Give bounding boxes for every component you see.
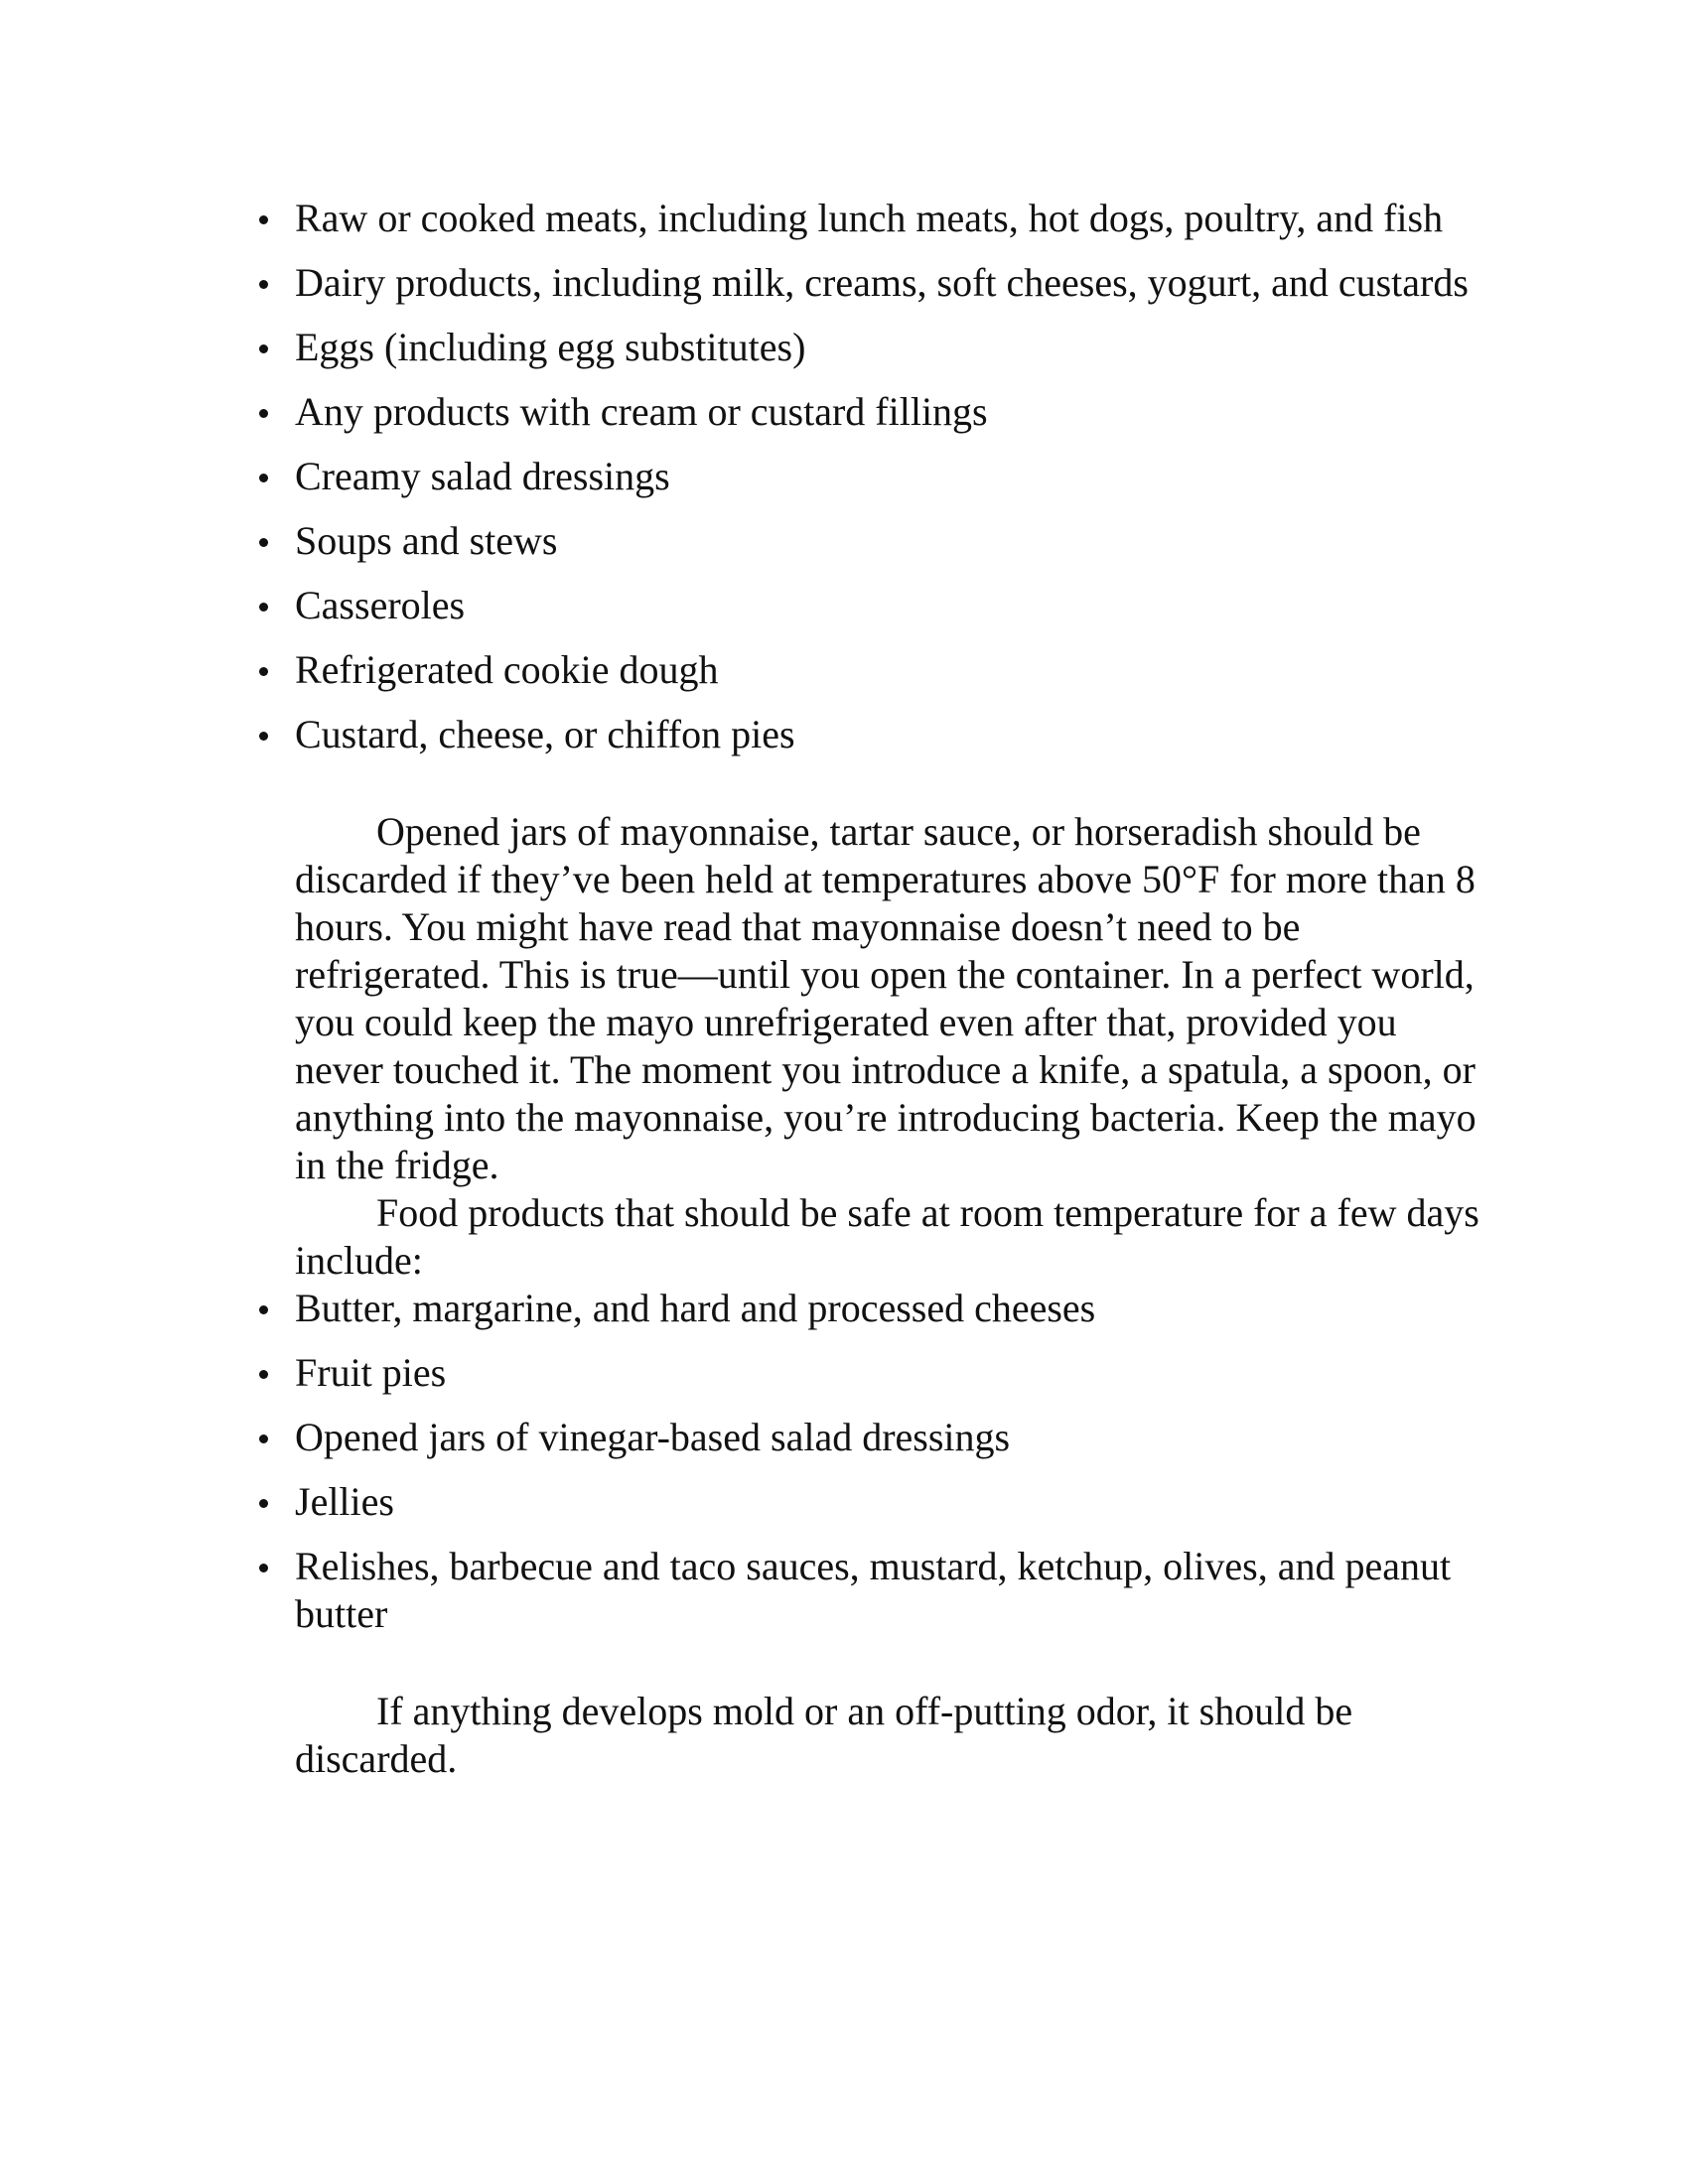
list-item: Dairy products, including milk, creams, soft cheeses, yogurt, and custards <box>295 259 1486 307</box>
list-item: Raw or cooked meats, including lunch meats, hot dogs, poultry, and fish <box>295 195 1486 242</box>
list-item: Butter, margarine, and hard and processed cheeses <box>295 1285 1486 1332</box>
list-item: Any products with cream or custard fillings <box>295 388 1486 436</box>
list-item: Eggs (including egg substitutes) <box>295 324 1486 371</box>
list-item: Casseroles <box>295 582 1486 629</box>
room-temperature-intro-paragraph: Food products that should be safe at room temperature for a few days include: <box>295 1190 1479 1283</box>
list-item: Jellies <box>295 1478 1486 1526</box>
room-temperature-foods-list <box>295 1285 1486 1638</box>
perishable-foods-list <box>295 195 1486 758</box>
list-item: Refrigerated cookie dough <box>295 646 1486 694</box>
list-item: Soups and stews <box>295 517 1486 565</box>
discard-paragraph: If anything develops mold or an off-putting odor, it should be discarded. <box>295 1689 1353 1781</box>
list-item: Opened jars of vinegar-based salad dressings <box>295 1414 1486 1461</box>
mayonnaise-paragraph: Opened jars of mayonnaise, tartar sauce, or horseradish should be discarded if they’ve been held at temperatures above 50°F for more than 8 hours. You might have read that mayonnaise doesn’t need to be refrigerated. This is true—until you open the container. In a perfect world, you could keep the mayo unrefrigerated even after that, provided you never touched it. The moment you introduce a knife, a spatula, a spoon, or anything into the mayonnaise, you’re introducing bacteria. Keep the mayo in the fridge. <box>295 809 1477 1187</box>
list-item: Custard, cheese, or chiffon pies <box>295 711 1486 758</box>
list-item: Creamy salad dressings <box>295 453 1486 500</box>
page-content <box>295 195 1486 1783</box>
list-item: Fruit pies <box>295 1349 1486 1397</box>
list-item: Relishes, barbecue and taco sauces, mustard, ketchup, olives, and peanut butter <box>295 1543 1486 1638</box>
